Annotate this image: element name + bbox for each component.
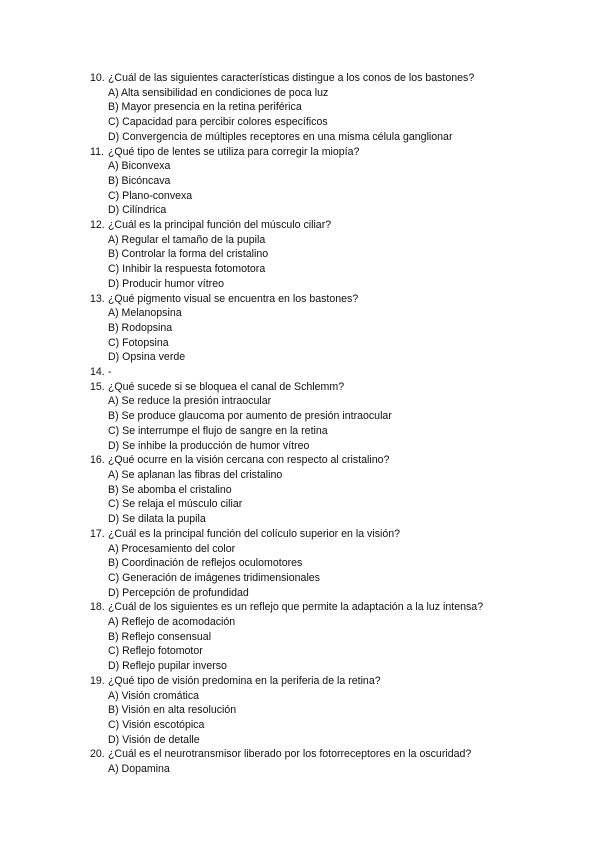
question-number: 20. xyxy=(90,748,105,761)
answer-option: A) Alta sensibilidad en condiciones de poca luz xyxy=(108,86,329,99)
question-number: 11. xyxy=(90,145,104,158)
question-line xyxy=(90,747,590,762)
question-number: 18. xyxy=(90,601,105,614)
question-16 xyxy=(90,453,590,527)
answer-option: C) Generación de imágenes tridimensionales xyxy=(108,571,320,584)
answer-option: C) Reflejo fotomotor xyxy=(108,645,203,658)
answer-option: C) Fotopsina xyxy=(108,336,169,349)
question-number: 14. xyxy=(90,366,105,379)
answer-option: B) Se abomba el cristalino xyxy=(108,483,232,496)
question-text: ¿Cuál es la principal función del músculo ciliar? xyxy=(107,219,332,232)
answer-option: A) Procesamiento del color xyxy=(108,542,236,555)
question-number: 15. xyxy=(90,380,105,393)
question-number: 16. xyxy=(90,454,105,467)
answer-option: C) Plano-convexa xyxy=(108,189,193,202)
question-text: ¿Qué tipo de visión predomina en la periferia de la retina? xyxy=(107,674,381,687)
question-line xyxy=(90,71,590,86)
answer-option: B) Se produce glaucoma por aumento de presión intraocular xyxy=(108,410,392,423)
answer-option: B) Bicóncava xyxy=(108,174,171,187)
answer-option: D) Visión de detalle xyxy=(108,733,200,746)
question-11 xyxy=(90,145,590,219)
question-number: 12. xyxy=(90,219,105,232)
question-line xyxy=(90,600,590,615)
answer-option: D) Producir humor vítreo xyxy=(108,277,224,290)
answer-option: A) Biconvexa xyxy=(108,160,171,173)
answer-option: C) Se relaja el músculo ciliar xyxy=(108,498,243,511)
answer-option: C) Se interrumpe el flujo de sangre en la retina xyxy=(108,424,328,437)
question-text: ¿Qué pigmento visual se encuentra en los bastones? xyxy=(107,292,359,305)
question-17 xyxy=(90,527,590,601)
answer-option: C) Inhibir la respuesta fotomotora xyxy=(108,263,266,276)
question-10 xyxy=(90,71,590,145)
question-line xyxy=(90,674,590,689)
answer-option: D) Percepción de profundidad xyxy=(108,586,249,599)
answer-option: B) Rodopsina xyxy=(108,321,173,334)
answer-option: D) Se inhibe la producción de humor vítreo xyxy=(108,439,310,452)
question-line xyxy=(90,145,590,160)
answer-option: D) Cilíndrica xyxy=(108,204,167,217)
question-13 xyxy=(90,292,590,366)
question-line xyxy=(90,292,590,307)
question-text: ¿Cuál de las siguientes características distingue a los conos de los bastones? xyxy=(107,72,475,84)
question-line xyxy=(90,365,590,380)
question-number: 10. xyxy=(90,72,105,84)
question-line xyxy=(90,453,590,468)
answer-option: B) Reflejo consensual xyxy=(108,630,212,643)
question-line xyxy=(90,218,590,233)
question-12 xyxy=(90,218,590,292)
answer-option: A) Regular el tamaño de la pupila xyxy=(108,233,266,246)
answer-option: A) Se aplanan las fibras del cristalino xyxy=(108,468,283,481)
question-text: ¿Cuál es el neurotransmisor liberado por los fotorreceptores en la oscuridad? xyxy=(107,748,472,761)
answer-option: B) Coordinación de reflejos oculomotores xyxy=(108,557,303,570)
question-text: ¿Cuál de los siguientes es un reflejo que permite la adaptación a la luz intensa? xyxy=(107,601,484,614)
question-text: - xyxy=(107,366,112,379)
answer-option: D) Convergencia de múltiples receptores en una misma célula ganglionar xyxy=(108,130,453,143)
answer-option: B) Visión en alta resolución xyxy=(108,704,237,717)
question-text: ¿Qué ocurre en la visión cercana con respecto al cristalino? xyxy=(107,454,390,467)
answer-option: A) Dopamina xyxy=(108,763,170,776)
question-18 xyxy=(90,600,590,674)
question-number: 17. xyxy=(90,527,105,540)
question-15 xyxy=(90,380,590,454)
question-19 xyxy=(90,674,590,748)
answer-option: A) Melanopsina xyxy=(108,307,182,320)
question-number: 19. xyxy=(90,674,105,687)
answer-option: A) Reflejo de acomodación xyxy=(108,616,236,629)
answer-option: C) Capacidad para percibir colores específicos xyxy=(108,116,328,129)
question-text: ¿Qué sucede si se bloquea el canal de Schlemm? xyxy=(107,380,345,393)
question-line xyxy=(90,380,590,395)
answer-option: B) Mayor presencia en la retina periférica xyxy=(108,101,302,114)
question-14 xyxy=(90,365,590,380)
question-list xyxy=(90,71,590,777)
question-20 xyxy=(90,747,590,776)
question-text: ¿Qué tipo de lentes se utiliza para corregir la miopía? xyxy=(107,145,360,158)
answer-option: D) Opsina verde xyxy=(108,351,186,364)
answer-option: A) Visión cromática xyxy=(108,689,200,702)
answer-option: D) Se dilata la pupila xyxy=(108,513,206,526)
question-line xyxy=(90,527,590,542)
answer-option: C) Visión escotópica xyxy=(108,718,205,731)
question-number: 13. xyxy=(90,292,105,305)
question-text: ¿Cuál es la principal función del colículo superior en la visión? xyxy=(107,527,401,540)
answer-option: B) Controlar la forma del cristalino xyxy=(108,248,269,261)
answer-option: D) Reflejo pupilar inverso xyxy=(108,660,227,673)
answer-option: A) Se reduce la presión intraocular xyxy=(108,395,272,408)
